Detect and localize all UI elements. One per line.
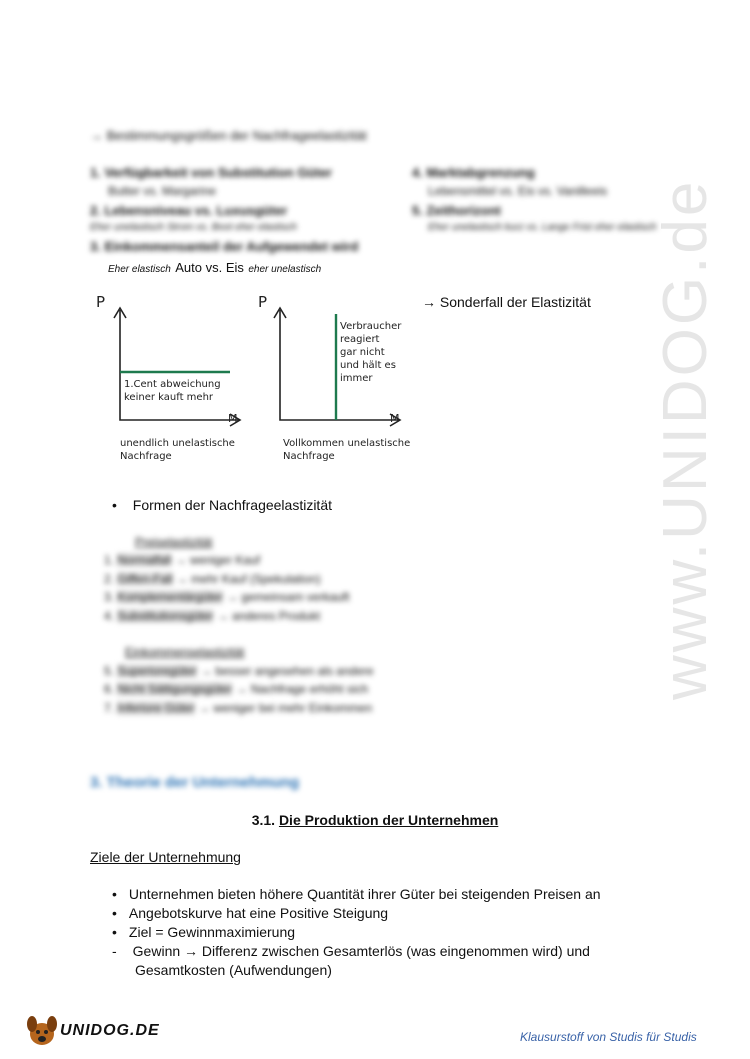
- left-annotation: [124, 378, 221, 404]
- footer-logo: UNIDOG.DE: [60, 1022, 160, 1039]
- subsection-title: Die Produktion der Unternehmen: [278, 812, 499, 828]
- sub-prefix: Eher elastisch: [108, 264, 171, 275]
- right-annotation: [340, 320, 401, 385]
- list-item: 2. Giffen-Fall → mehr Kauf (Spekulation): [104, 572, 321, 586]
- list-num: 3.: [104, 590, 115, 604]
- list-item: 5. Superioregüter → besser angesehen als andere: [104, 664, 374, 678]
- income-elasticity-heading: Einkommenselastizität: [125, 645, 245, 659]
- caption-line: unendlich unelastische: [120, 438, 235, 449]
- dash-text: Gewinn → Differenz zwischen Gesamterlös (was eingenommen wird) und: [132, 943, 590, 959]
- list-sub: Butter vs. Margarine: [108, 184, 217, 198]
- list-num: 1.: [104, 553, 115, 567]
- right-caption: [283, 437, 410, 463]
- bullet-icon: •: [112, 886, 117, 902]
- list-sub: Eher unelastisch kurz vs. Lange Frist eher elastisch: [428, 222, 657, 233]
- subsection-heading: [0, 812, 750, 828]
- goal-text: Unternehmen bieten höhere Quantität ihrer Güter bei steigenden Preisen an: [128, 886, 601, 902]
- list-title: Zeithorizont: [426, 203, 501, 218]
- list-item: [90, 165, 332, 180]
- list-rest: anderes Produkt: [232, 609, 321, 623]
- list-label: Komplementärgüter: [117, 590, 223, 604]
- list-sub: Lebensmittel vs. Eis vs. Vanilleeis: [428, 184, 608, 198]
- list-item: 4. Substitutionsgüter → anderes Produkt: [104, 609, 321, 623]
- list-rest: weniger bei mehr Einkommen: [213, 701, 373, 715]
- list-item: [90, 203, 287, 218]
- list-item: [412, 165, 535, 180]
- footer-tagline: Klausurstoff von Studis für Studis: [520, 1030, 697, 1044]
- right-x-label: M: [390, 412, 400, 425]
- annotation-line: keiner kauft mehr: [124, 392, 214, 403]
- list-sub: Eher unelastisch Strom vs. Boot eher elastisch: [90, 222, 297, 233]
- list-rest: mehr Kauf (Spekulation): [191, 572, 321, 586]
- bullet-icon: •: [112, 905, 117, 921]
- annotation-line: Verbraucher: [340, 321, 402, 332]
- list-item: 3. Komplementärgüter → gemeinsam verkauft: [104, 590, 350, 604]
- arrow-icon: →: [422, 294, 436, 310]
- section-heading: 3. Theorie der Unternehmung: [90, 774, 300, 791]
- forms-bullet-text: Formen der Nachfrageelastizität: [132, 497, 332, 513]
- goal-bullet: [112, 886, 601, 902]
- list-item: 7. Inferiore Güter → weniger bei mehr Einkommen: [104, 701, 373, 715]
- bullet-icon: •: [112, 924, 117, 940]
- forms-bullet: [112, 497, 332, 513]
- left-y-label: P: [96, 293, 106, 311]
- list-item: [412, 203, 501, 218]
- annotation-line: reagiert: [340, 334, 380, 345]
- list-title: Marktabgrenzung: [426, 165, 535, 180]
- list-sub-income: [108, 259, 321, 277]
- dash-item: [112, 943, 590, 959]
- list-label: Substitutionsgüter: [117, 609, 214, 623]
- list-num: 4.: [104, 609, 115, 623]
- determinants-heading: → Bestimmungsgrößen der Nachfrageelastizität: [90, 128, 367, 143]
- list-label: Inferiore Güter: [117, 701, 195, 715]
- subsection-number: 3.1.: [251, 812, 276, 828]
- annotation-line: 1.Cent abweichung: [124, 379, 221, 390]
- list-num: 2.: [104, 572, 115, 586]
- list-title: Lebensniveau vs. Luxusgüter: [104, 203, 288, 218]
- special-case-text: Sonderfall der Elastizität: [439, 294, 591, 310]
- list-label: Normalfall: [117, 553, 172, 567]
- goal-text: Angebotskurve hat eine Positive Steigung: [128, 905, 389, 921]
- goal-text: Ziel = Gewinnmaximierung: [128, 924, 296, 940]
- watermark: www.UNIDOG.de: [651, 178, 720, 700]
- list-num: 7.: [104, 701, 115, 715]
- list-rest: weniger Kauf: [190, 553, 261, 567]
- list-num: 5.: [412, 203, 423, 218]
- dash-icon: -: [112, 943, 117, 959]
- goals-heading: Ziele der Unternehmung: [90, 849, 241, 865]
- list-rest: Nachfrage erhöht sich: [250, 682, 369, 696]
- annotation-line: gar nicht: [340, 347, 385, 358]
- caption-line: Nachfrage: [120, 451, 172, 462]
- caption-line: Nachfrage: [283, 451, 335, 462]
- sub-main: Auto vs. Eis: [175, 260, 244, 275]
- bullet-icon: •: [112, 497, 117, 513]
- right-y-label: P: [258, 293, 268, 311]
- list-num: 4.: [412, 165, 423, 180]
- dash-item-continued: Gesamtkosten (Aufwendungen): [135, 962, 332, 978]
- list-rest: gemeinsam verkauft: [241, 590, 350, 604]
- left-caption: [120, 437, 235, 463]
- list-label: Nicht Sättigungsgüter: [117, 682, 233, 696]
- list-num: 3.: [90, 239, 101, 254]
- list-num: 1.: [90, 165, 101, 180]
- annotation-line: und hält es: [340, 360, 396, 371]
- list-title: Verfügbarkeit von Substitution Güter: [104, 165, 332, 180]
- list-item: 1. Normalfall → weniger Kauf: [104, 553, 261, 567]
- list-label: Superioregüter: [117, 664, 197, 678]
- goal-bullet: [112, 924, 295, 940]
- goal-bullet: [112, 905, 388, 921]
- list-item: [90, 239, 358, 254]
- list-num: 2.: [90, 203, 101, 218]
- caption-line: Vollkommen unelastische: [283, 438, 411, 449]
- left-x-label: M: [228, 412, 238, 425]
- list-title: Einkommensanteil der Aufgewendet wird: [104, 239, 359, 254]
- list-num: 5.: [104, 664, 115, 678]
- list-num: 6.: [104, 682, 115, 696]
- dog-logo-icon: [22, 1012, 62, 1048]
- sub-suffix: eher unelastisch: [248, 264, 322, 275]
- price-elasticity-heading: Preiselastizität: [135, 535, 213, 549]
- list-rest: besser angesehen als andere: [215, 664, 374, 678]
- special-case-label: [422, 294, 591, 310]
- list-item: 6. Nicht Sättigungsgüter → Nachfrage erhöht sich: [104, 682, 369, 696]
- list-label: Giffen-Fall: [117, 572, 173, 586]
- annotation-line: immer: [340, 373, 373, 384]
- left-graph: [114, 308, 240, 426]
